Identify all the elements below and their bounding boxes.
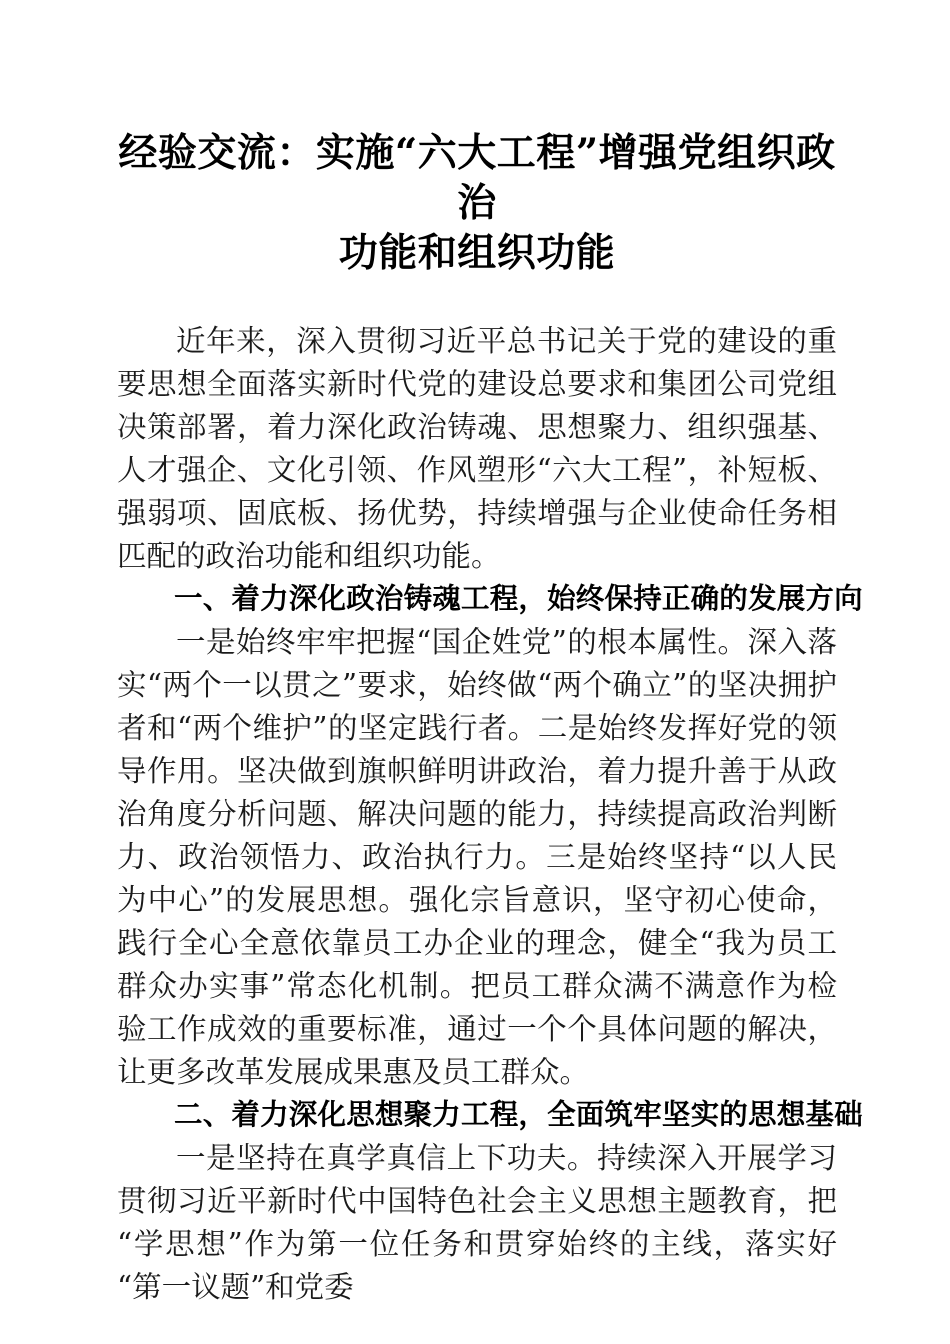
- page-title-line-2: 功能和组织功能: [338, 230, 616, 276]
- document-content: [117, 0, 863, 1309]
- intro-paragraph: 近年来，深入贯彻习近平总书记关于党的建设的重要思想全面落实新时代党的建设总要求和集团公司党组决策部署，着力深化政治铸魂、思想聚力、组织强基、人才强企、文化引领、作风塑形“六大工程”，补短板、强弱项、固底板、扬优势，持续增强与企业使命任务相匹配的政治功能和组织功能。: [117, 324, 837, 573]
- section-heading-1: 一、着力深化政治铸魂工程，始终保持正确的发展方向: [174, 583, 863, 615]
- section-heading-2: 二、着力深化思想聚力工程，全面筑牢坚实的思想基础: [174, 1099, 863, 1131]
- page-title: [117, 0, 837, 278]
- page-title-line-1: 经验交流：实施“六大工程”增强党组织政治: [118, 130, 836, 226]
- section-2-paragraph: 一是坚持在真学真信上下功夫。持续深入开展学习贯彻习近平新时代中国特色社会主义思想主题教育，把“学思想”作为第一位任务和贯穿始终的主线，落实好“第一议题”和党委: [117, 1141, 837, 1304]
- section-1-paragraph: 一是始终牢牢把握“国企姓党”的根本属性。深入落实“两个一以贯之”要求，始终做“两个确立”的坚决拥护者和“两个维护”的坚定践行者。二是始终发挥好党的领导作用。坚决做到旗帜鲜明讲政治，着力提升善于从政治角度分析问题、解决问题的能力，持续提高政治判断力、政治领悟力、政治执行力。三是始终坚持“以人民为中心”的发展思想。强化宗旨意识，坚守初心使命，践行全心全意依靠员工办企业的理念，健全“我为员工群众办实事”常态化机制。把员工群众满不满意作为检验工作成效的重要标准，通过一个个具体问题的解决，让更多改革发展成果惠及员工群众。: [117, 625, 837, 1089]
- title-body-spacer: [117, 278, 837, 320]
